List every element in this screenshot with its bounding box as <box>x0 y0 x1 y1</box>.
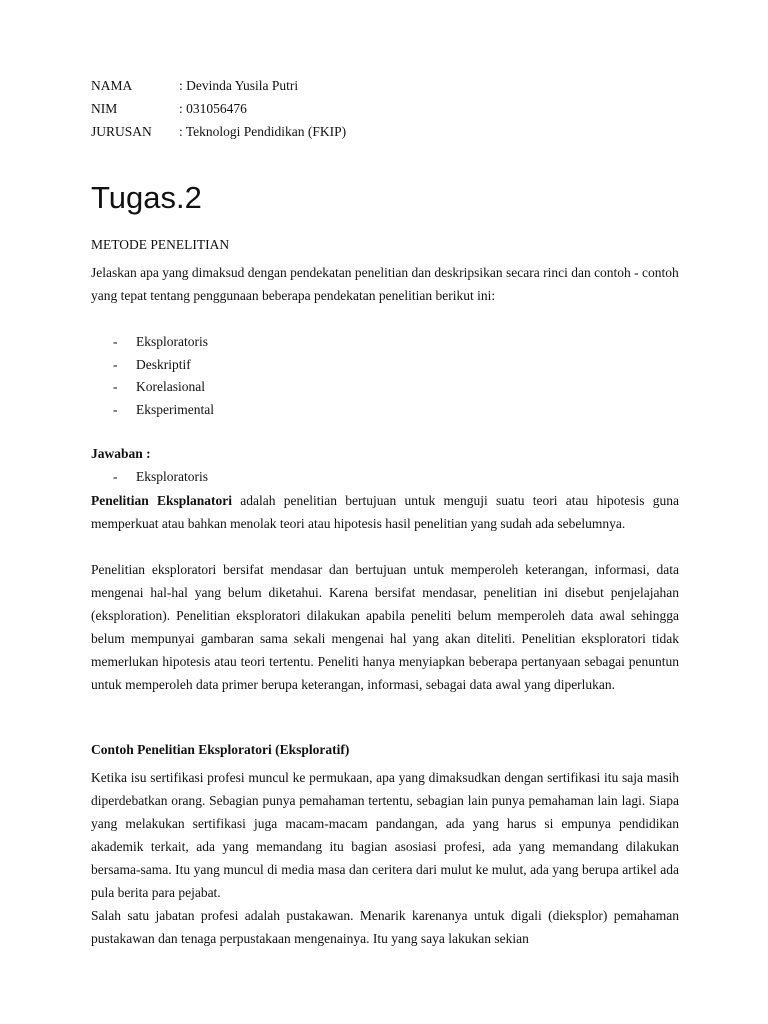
info-value: : Devinda Yusila Putri <box>179 78 299 93</box>
info-label: NIM <box>91 101 118 116</box>
info-label: JURUSAN <box>91 124 152 139</box>
list-item: - Eksploratoris <box>91 466 208 489</box>
info-row-jurusan <box>91 124 346 140</box>
example-heading: Contoh Penelitian Eksploratori (Eksploratif) <box>91 742 350 757</box>
info-row-nim <box>91 101 247 117</box>
section-title: METODE PENELITIAN <box>91 237 230 252</box>
paragraph-exploratory: Penelitian eksploratori bersifat mendasar dan bertujuan untuk memperoleh keterangan, informasi, data mengenai hal-hal yang belum diketahui. Karena bersifat mendasar, penelitian ini disebut penjelajahan (eksploration). Penelitian eksploratori dilakukan apabila peneliti belum memperoleh data awal sehingga belum mempunyai gambaran sama sekali mengenai hal yang akan diteliti. Penelitian eksploratori tidak memerlukan hipotesis atau teori tertentu. Peneliti hanya menyiapkan beberapa pertanyaan sebagai penuntun untuk memperoleh data primer berupa keterangan, informasi, sebagai data awal yang diperlukan. <box>91 562 679 692</box>
info-row-nama <box>91 78 298 94</box>
list-item: - Eksperimental <box>91 399 214 422</box>
paragraph-explanatory: Penelitian Eksplanatori adalah penelitian bertujuan untuk menguji suatu teori atau hipotesis guna memperkuat atau bahkan menolak teori atau hipotesis hasil penelitian yang sudah ada sebelumnya. <box>91 493 679 531</box>
info-label: NAMA <box>91 78 133 93</box>
info-value: : 031056476 <box>179 101 247 116</box>
paragraph-librarian: Salah satu jabatan profesi adalah pustakawan. Menarik karenanya untuk digali (dieksplor) pemahaman pustakawan dan tenaga perpustakaan mengenainya. Itu yang saya lakukan sekian <box>91 908 679 946</box>
list-item: - Korelasional <box>91 376 214 399</box>
question-text: Jelaskan apa yang dimaksud dengan pendekatan penelitian dan deskripsikan secara rinci dan contoh - contoh yang tepat tentang penggunaan beberapa pendekatan penelitian berikut ini: <box>91 265 679 303</box>
list-item: - Deskriptif <box>91 354 214 377</box>
list-dash: - <box>113 334 118 349</box>
list-item: - Eksploratoris <box>91 331 214 354</box>
paragraph-example: Ketika isu sertifikasi profesi muncul ke permukaan, apa yang dimaksudkan dengan sertifikasi itu saja masih diperdebatkan orang. Sebagian punya pemahaman tertentu, sebagian lain punya pemahaman lain lagi. Siapa yang melakukan sertifikasi juga macam-macam pandangan, ada yang harus si empunya pendidikan akademik terkait, ada yang memandang itu bagian asosiasi profesi, ada yang memandang dilakukan bersama-sama. Itu yang muncul di media masa dan ceritera dari mulut ke mulut, ada yang berupa artikel ada pula berita para pejabat. <box>91 770 679 900</box>
info-value: : Teknologi Pendidikan (FKIP) <box>179 124 347 139</box>
list-dash: - <box>113 379 118 394</box>
document-title: Tugas.2 <box>91 180 202 215</box>
list-dash: - <box>113 356 118 372</box>
question-list <box>91 331 214 421</box>
answer-label: Jawaban : <box>91 446 151 461</box>
bold-lead: Penelitian Eksplanatori <box>91 493 233 508</box>
list-dash: - <box>113 401 118 417</box>
list-dash: - <box>113 469 118 484</box>
answer-list <box>91 466 208 489</box>
